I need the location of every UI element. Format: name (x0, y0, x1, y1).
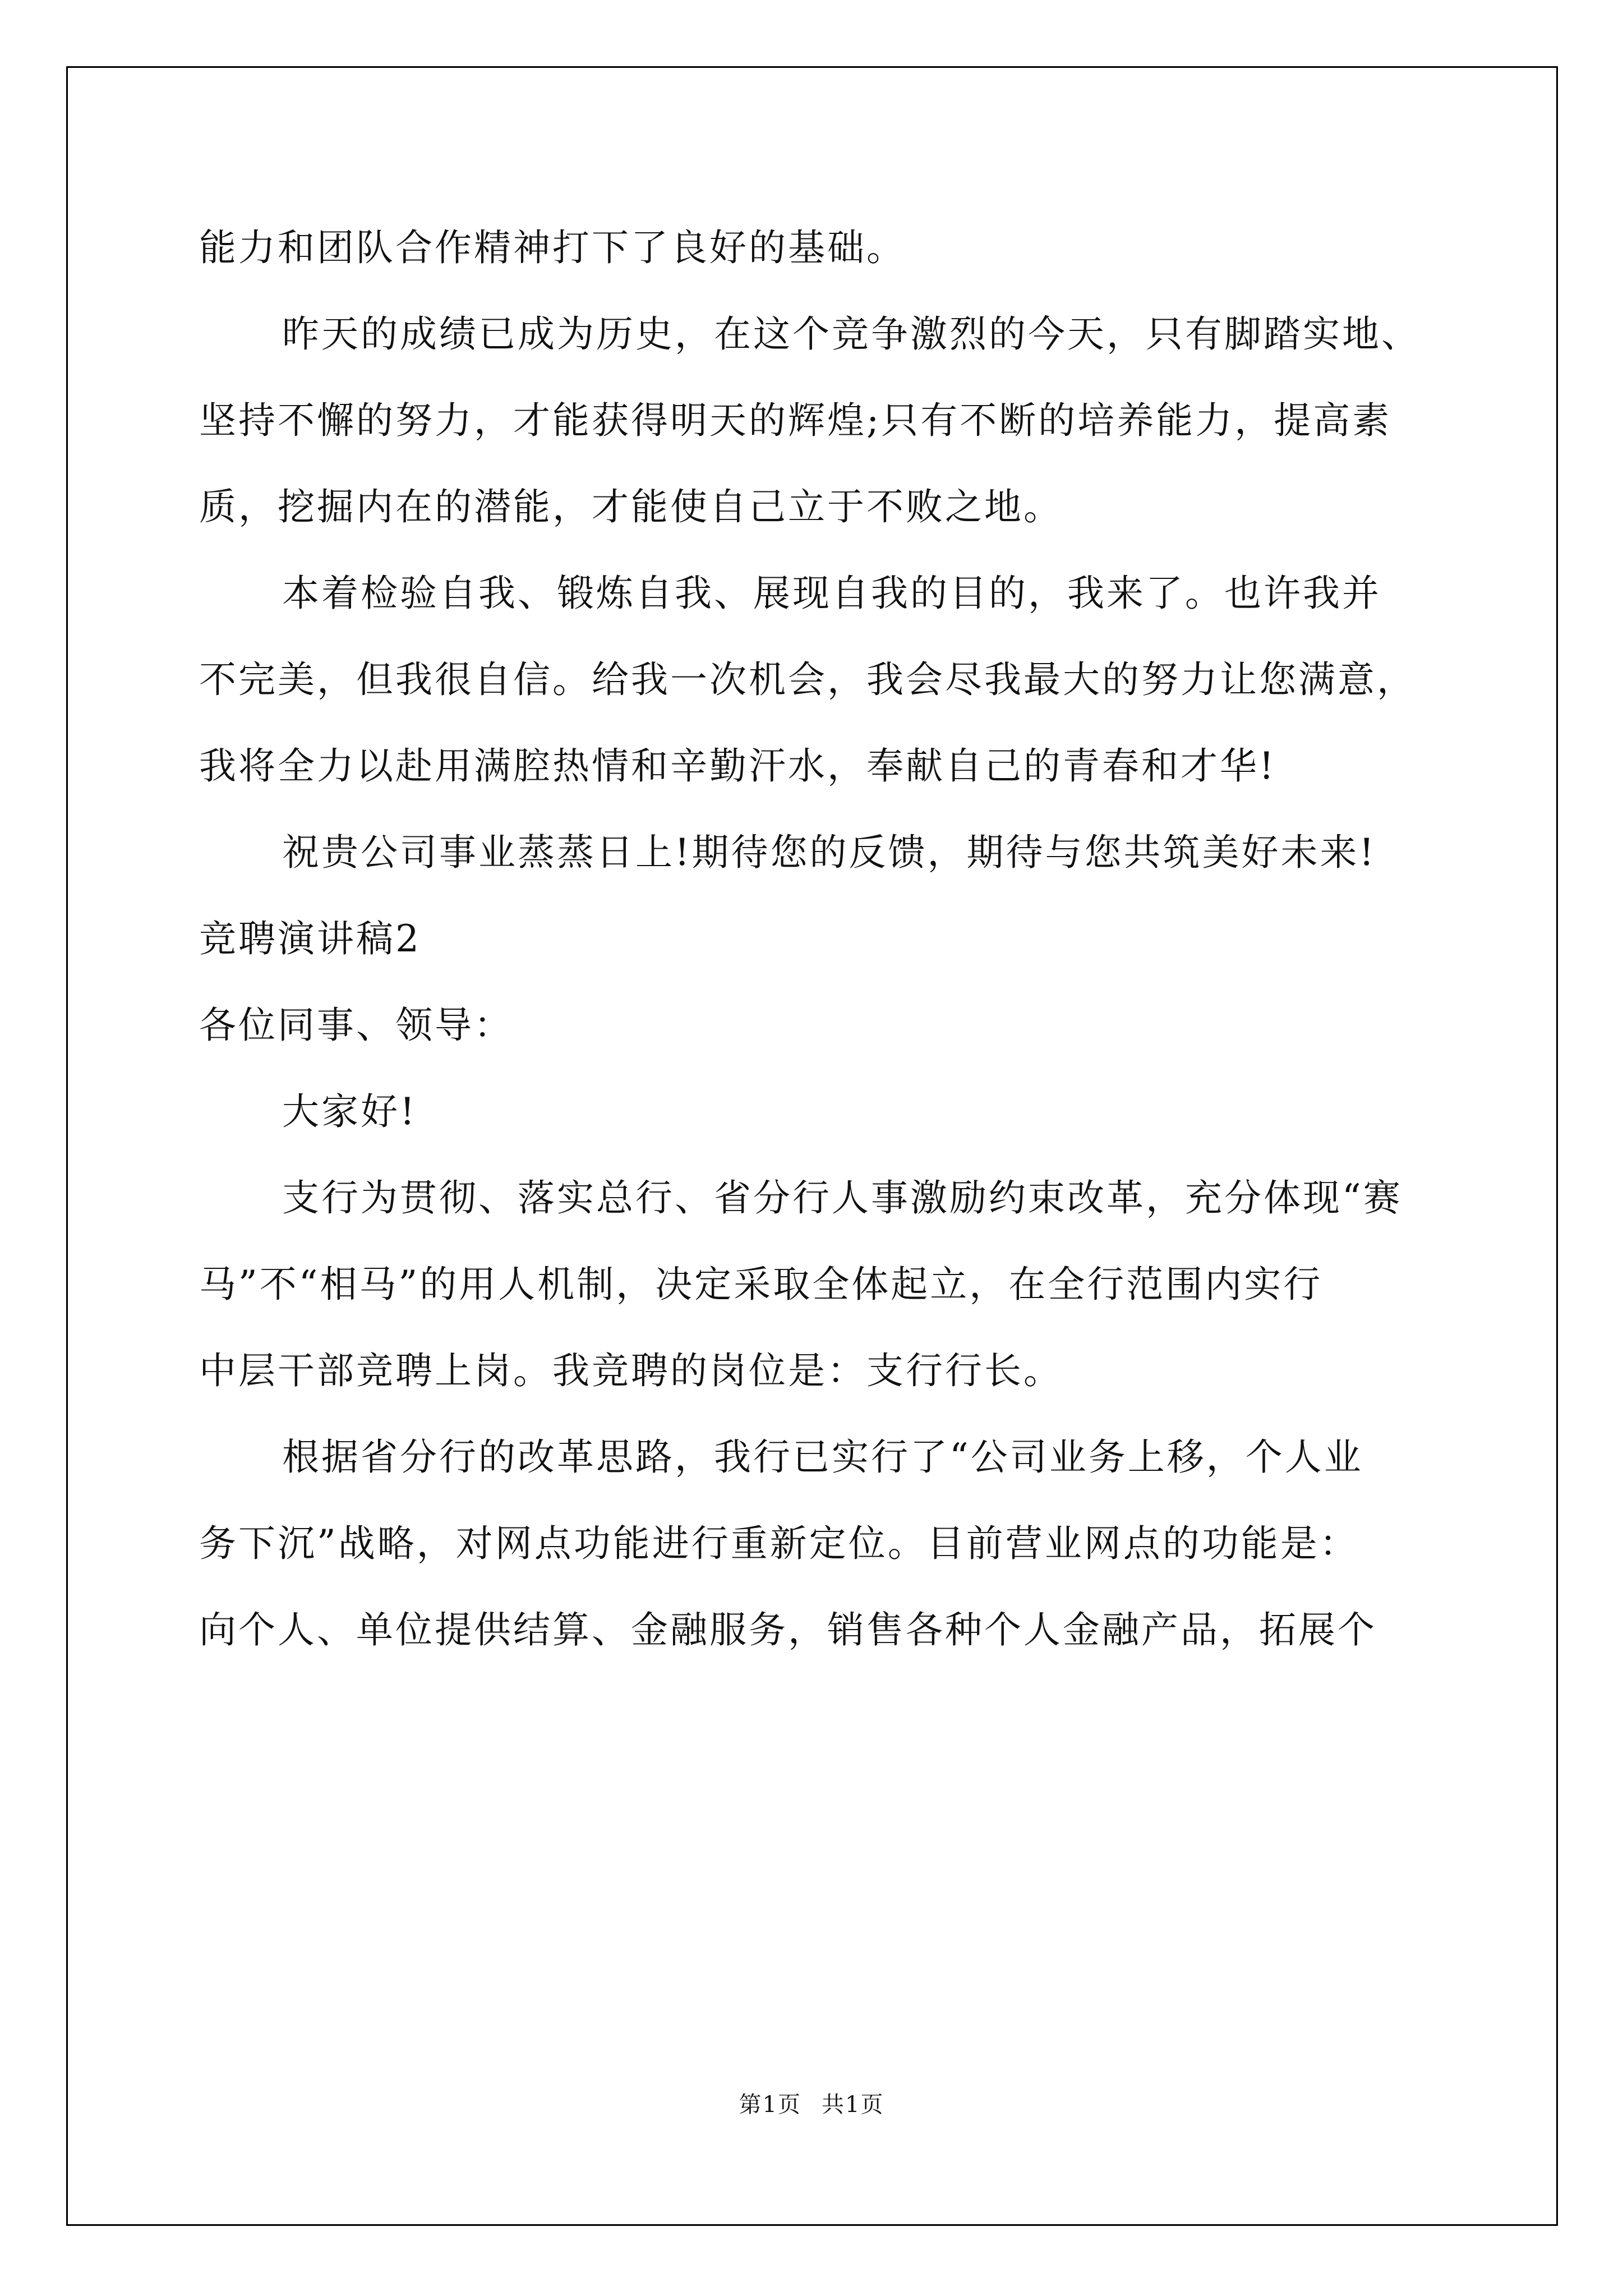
text-line: 务下沉”战略，对网点功能进行重新定位。目前营业网点的功能是： (199, 1522, 1359, 1565)
text-line: 我将全力以赴用满腔热情和辛勤汗水，奉献自己的青春和才华! (199, 744, 1276, 788)
text-line: 能力和团队合作精神打下了良好的基础。 (199, 226, 906, 269)
text-line: 不完美，但我很自信。给我一次机会，我会尽我最大的努力让您满意， (199, 658, 1416, 701)
salutation: 各位同事、领导： (199, 1004, 513, 1047)
text-line: 本着检验自我、锻炼自我、展现自我的目的，我来了。也许我并 (282, 572, 1381, 615)
text-line: 支行为贯彻、落实总行、省分行人事激励约束改革，充分体现“赛 (282, 1176, 1403, 1220)
text-line: 祝贵公司事业蒸蒸日上!期待您的反馈，期待与您共筑美好未来! (282, 831, 1377, 874)
text-line: 马”不“相马”的用人机制，决定采取全体起立，在全行范围内实行 (199, 1263, 1323, 1306)
text-line: 中层干部竞聘上岗。我竞聘的岗位是：支行行长。 (199, 1349, 1063, 1392)
section-heading: 竞聘演讲稿2 (199, 917, 421, 960)
text-line: 根据省分行的改革思路，我行已实行了“公司业务上移，个人业 (282, 1435, 1363, 1479)
document-body (199, 205, 1478, 1673)
page-total: 共1页 (822, 2092, 884, 2118)
page-footer (0, 2087, 1623, 2119)
text-line: 质，挖掘内在的潜能，才能使自己立于不败之地。 (199, 485, 1063, 528)
greeting: 大家好! (282, 1090, 417, 1133)
text-line: 坚持不懈的努力，才能获得明天的辉煌;只有不断的培养能力，提高素 (199, 399, 1392, 442)
text-line: 昨天的成绩已成为历史，在这个竞争激烈的今天，只有脚踏实地、 (282, 312, 1421, 356)
page-number: 第1页 (739, 2092, 801, 2118)
text-line: 向个人、单位提供结算、金融服务，销售各种个人金融产品，拓展个 (199, 1608, 1377, 1651)
